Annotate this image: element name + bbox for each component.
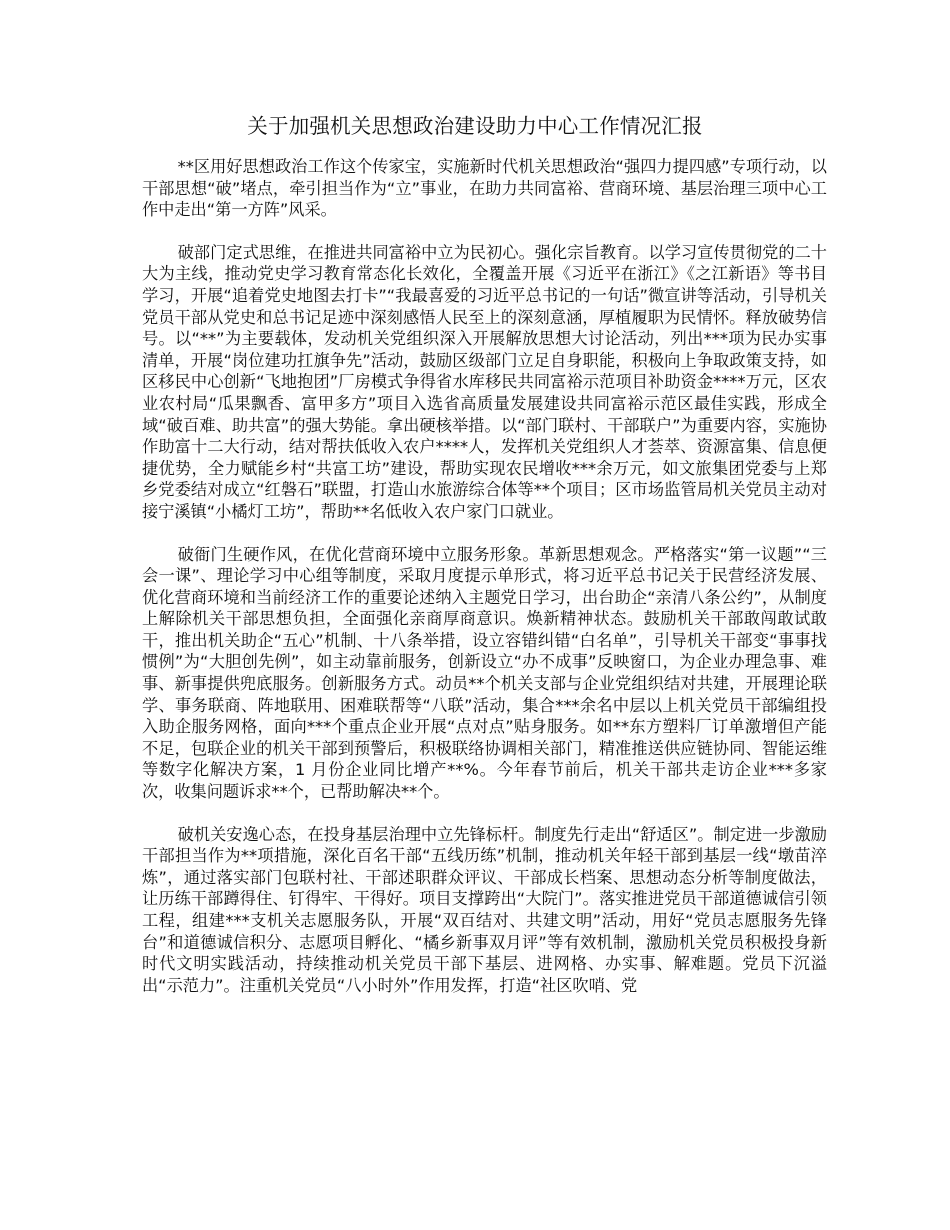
document-title: 关于加强机关思想政治建设助力中心工作情况汇报 [247,114,703,138]
paragraph-grassroots-governance: 破机关安逸心态，在投身基层治理中立先锋标杆。制度先行走出“舒适区”。制定进一步激励干部担当作为**项措施，深化百名干部“五线历练”机制，推动机关年轻干部到基层一线“墩苗淬炼”，通过落实部门包联村社、干部述职群众评议、干部成长档案、思想动态分析等制度做法，让历练干部蹲得住、钉得牢、干得好。项目支撑跨出“大院门”。落实推进党员干部道德诚信引领工程，组建***支机关志愿服务队，开展“双百结对、共建文明”活动，用好“党员志愿服务先锋台”和道德诚信积分、志愿项目孵化、“橘乡新事双月评”等有效机制，激励机关党员积极投身新时代文明实践活动，持续推动机关党员干部下基层、进网格、办实事、解难题。党员下沉溢出“示范力”。注重机关党员“八小时外”作用发挥，打造“社区吹哨、党 [142,824,827,995]
paragraph-intro: **区用好思想政治工作这个传家宝，实施新时代机关思想政治“强四力提四感”专项行动，以干部思想“破”堵点，牵引担当作为“立”事业，在助力共同富裕、营商环境、基层治理三项中心工作中走出“第一方阵”风采。 [142,157,827,220]
document-body [142,156,827,1017]
paragraph-common-prosperity: 破部门定式思维，在推进共同富裕中立为民初心。强化宗旨教育。以学习宣传贯彻党的二十大为主线，推动党史学习教育常态化长效化，全覆盖开展《习近平在浙江》《之江新语》等书目学习，开展“追着党史地图去打卡”“我最喜爱的习近平总书记的一句话”微宣讲等活动，引导机关党员干部从党史和总书记足迹中深刻感悟人民至上的深刻意涵，厚植履职为民情怀。释放破势信号。以“**”为主要载体，发动机关党组织深入开展解放思想大讨论活动，列出***项为民办实事清单，开展“岗位建功扛旗争先”活动，鼓励区级部门立足自身职能，积极向上争取政策支持，如区移民中心创新“飞地抱团”厂房模式争得省水库移民共同富裕示范项目补助资金****万元，区农业农村局“瓜果飘香、富甲多方”项目入选省高质量发展建设共同富裕示范区最佳实践，形成全域“破百难、助共富”的强大势能。拿出硬核举措。以“部门联村、干部联户”为重要内容，实施协作助富十二大行动，结对帮扶低收入农户****人，发挥机关党组织人才荟萃、资源富集、信息便捷优势，全力赋能乡村“共富工坊”建设，帮助实现农民增收***余万元，如文旅集团党委与上郑乡党委结对成立“红磐石”联盟，打造山水旅游综合体等**个项目；区市场监管局机关党员主动对接宁溪镇“小橘灯工坊”，帮助**名低收入农户家门口就业。 [142,242,827,521]
paragraph-business-environment: 破衙门生硬作风，在优化营商环境中立服务形象。革新思想观念。严格落实“第一议题”“三会一课”、理论学习中心组等制度，采取月度提示单形式，将习近平总书记关于民营经济发展、优化营商环境和当前经济工作的重要论述纳入主题党日学习，出台助企“亲清八条公约”，从制度上解除机关干部思想负担，全面强化亲商厚商意识。焕新精神状态。鼓励机关干部敢闯敢试敢干，推出机关助企“五心”机制、十八条举措，设立容错纠错“白名单”，引导机关干部变“事事找惯例”为“大胆创先例”，如主动靠前服务，创新设立“办不成事”反映窗口，为企业办理急事、难事、新事提供兜底服务。创新服务方式。动员**个机关支部与企业党组织结对共建，开展理论联学、事务联商、阵地联用、困难联帮等“八联”活动，集合***余名中层以上机关党员干部编组投入助企服务网格，面向***个重点企业开展“点对点”贴身服务。如**东方塑料厂订单激增但产能不足，包联企业的机关干部到预警后，积极联络协调相关部门，精准推送供应链协同、智能运维等数字化解决方案，1 月份企业同比增产**%。今年春节前后，机关干部共走访企业***多家次，收集问题诉求**个，已帮助解决**个。 [142,544,827,802]
